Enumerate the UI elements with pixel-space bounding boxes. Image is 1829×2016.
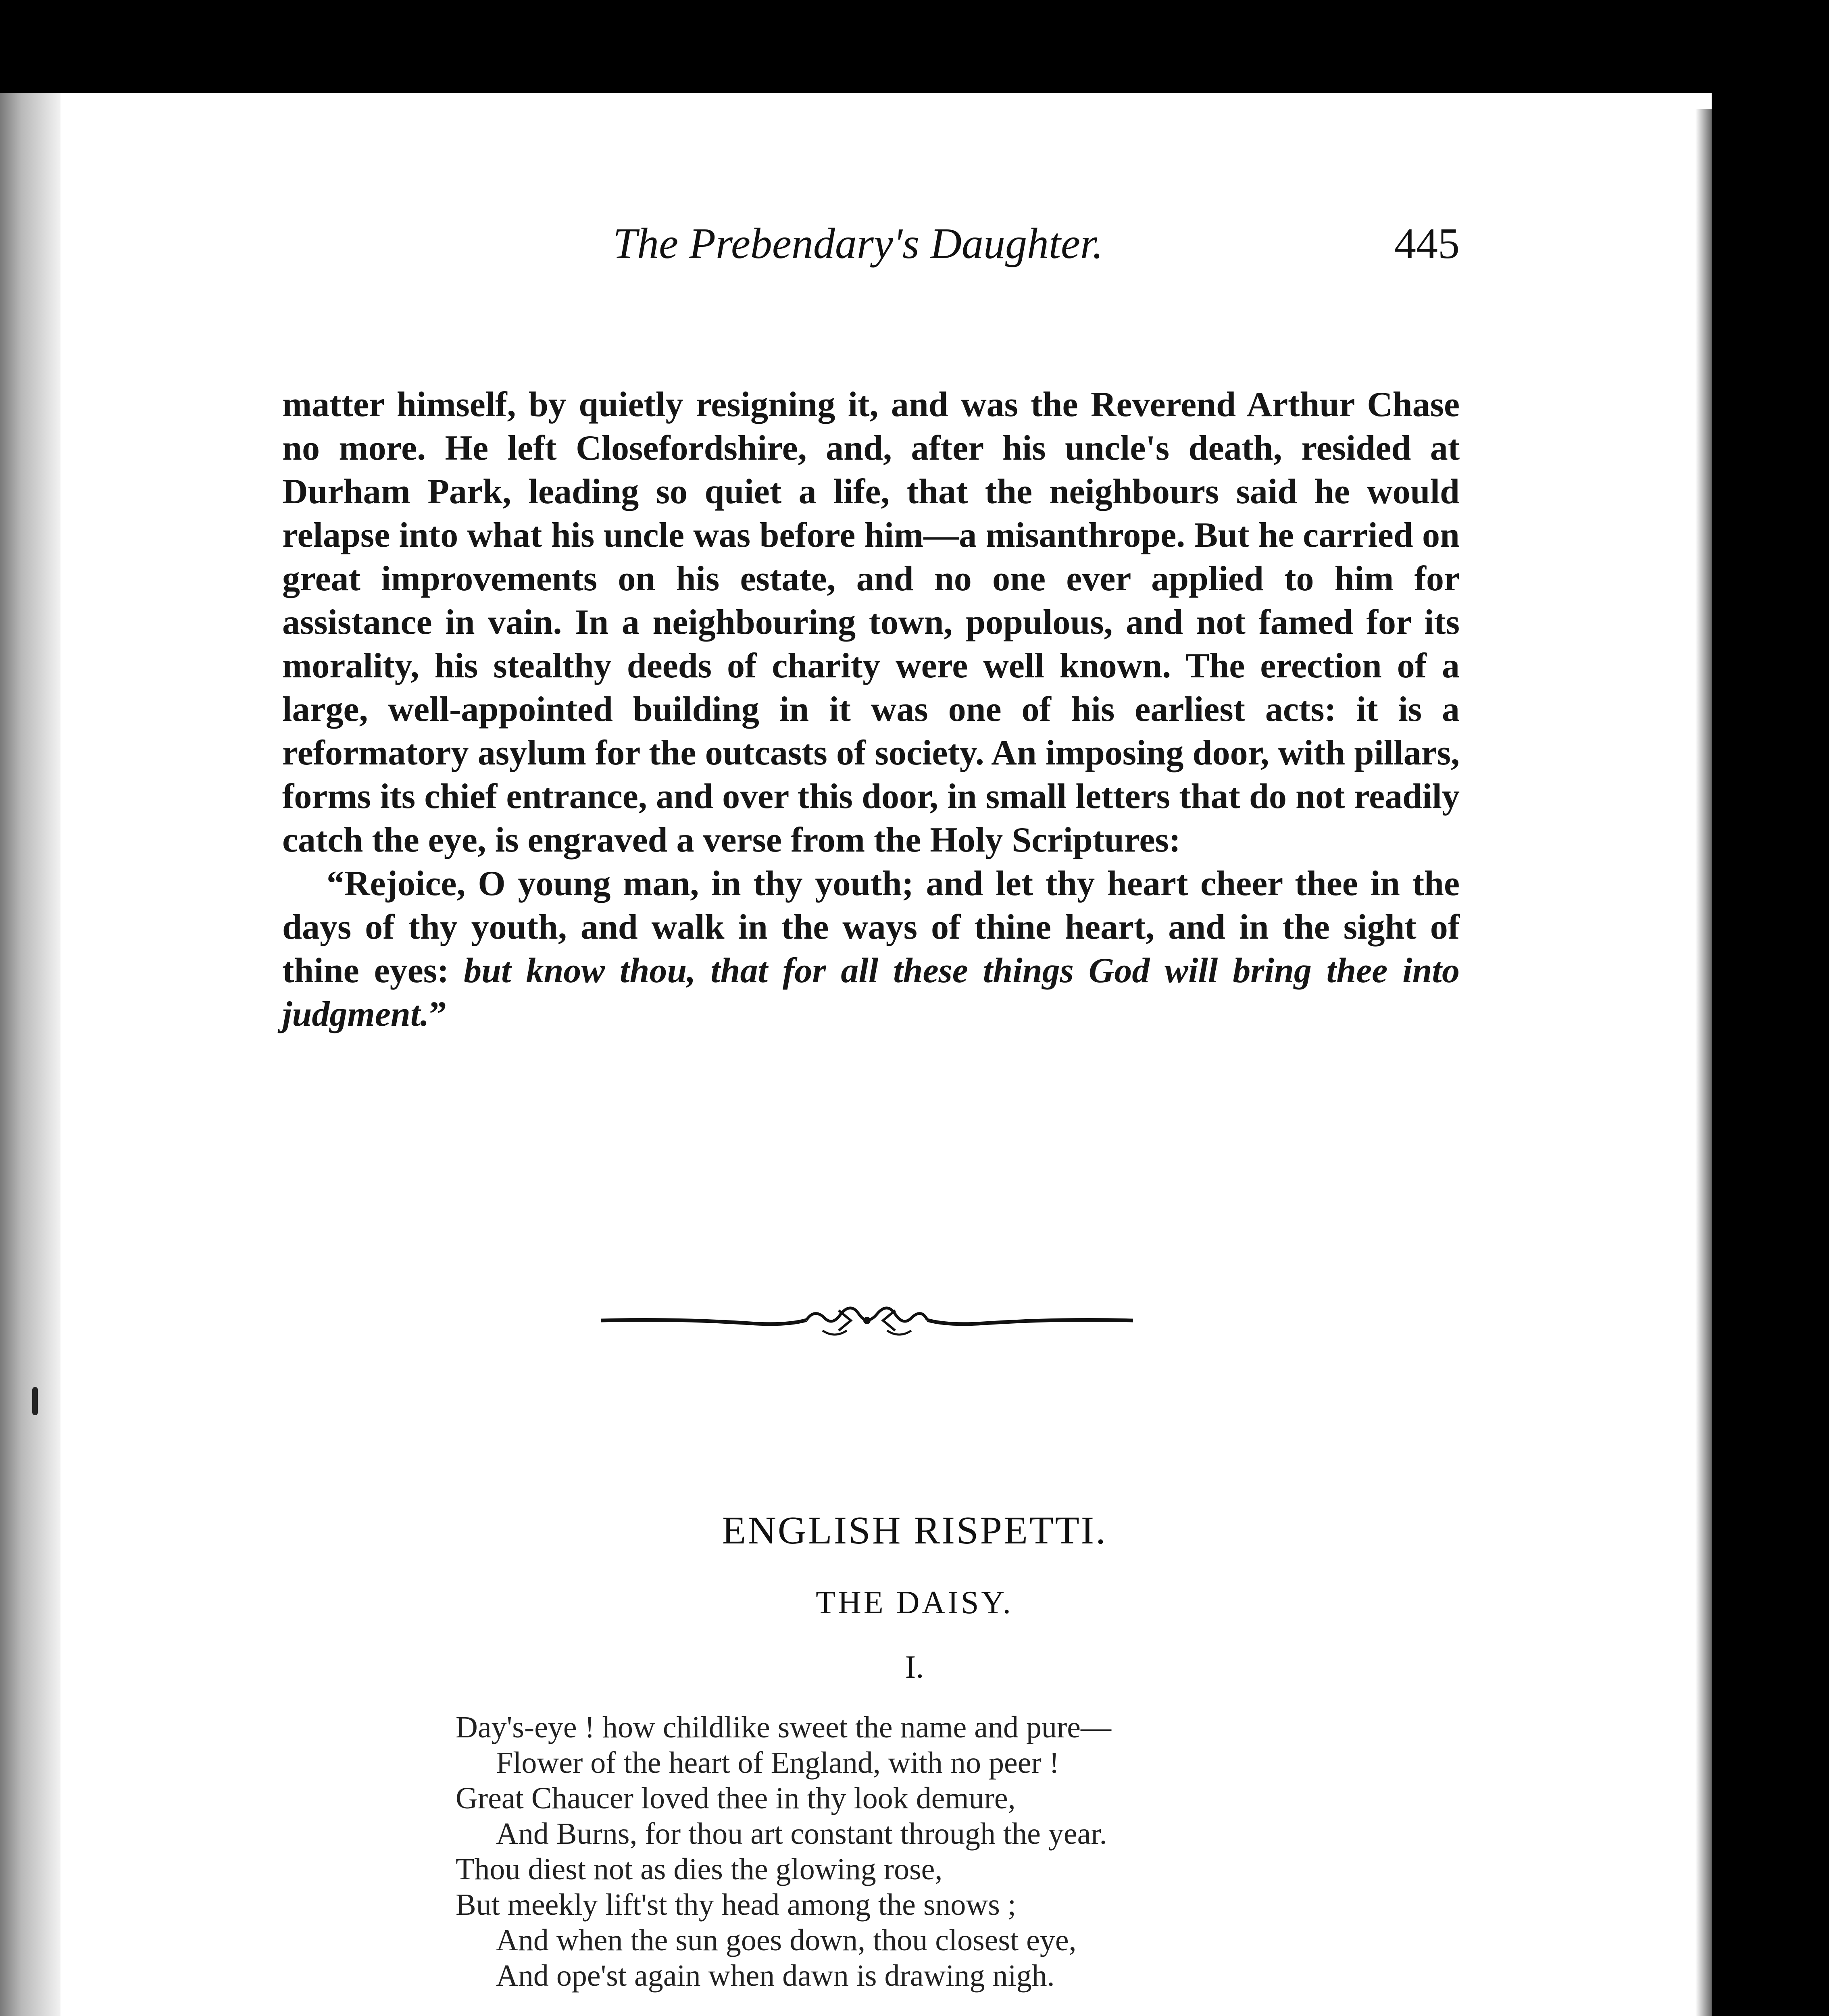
poem-line: Day's-eye ! how childlike sweet the name and pure—	[456, 1710, 1112, 1744]
stanza-numeral: I.	[905, 1649, 924, 1685]
running-header	[282, 214, 1460, 274]
running-title: The Prebendary's Daughter.	[613, 220, 1103, 268]
poem-line: And ope'st again when dawn is drawing nigh.	[496, 1959, 1055, 1993]
binding-mark	[32, 1387, 38, 1415]
poem-title: ENGLISH RISPETTI.	[722, 1509, 1107, 1552]
paragraph: matter himself, by quietly resigning it, and was the Reverend Arthur Chase no more. He left Closefordshire, and, after his uncle's death, resided at Durham Park, leading so quiet a life, that the neighbours said he would relapse into what his uncle was before him—a misanthrope. But he carried on great improvements on his estate, and no one ever applied to him for assistance in vain. In a neighbouring town, populous, and not famed for its morality, his stealthy deeds of charity were well known. The erection of a large, well-appointed building in it was one of his earliest acts: it is a reformatory asylum for the outcasts of society. An imposing door, with pillars, forms its chief entrance, and over this door, in small letters that do not readily catch the eye, is engraved a verse from the Holy Scriptures:	[282, 385, 1460, 860]
poem-line: Flower of the heart of England, with no peer !	[496, 1746, 1060, 1780]
quote-italic-text: but know thou, that for all these things God will bring thee into judgment.	[282, 951, 1460, 1034]
poem-line: Great Chaucer loved thee in thy look demure,	[456, 1781, 1016, 1815]
page-edge-shadow	[1696, 109, 1712, 2016]
poem-line: But meekly lift'st thy head among the snows ;	[456, 1888, 1016, 1922]
poem-subtitle: THE DAISY.	[816, 1585, 1013, 1620]
page-gutter-shadow	[0, 93, 60, 2016]
page-number: 445	[1394, 220, 1460, 268]
poem-line: And when the sun goes down, thou closest eye,	[496, 1923, 1077, 1957]
quote-close: ”	[429, 995, 447, 1034]
poem-line: And Burns, for thou art constant through the year.	[496, 1817, 1107, 1851]
quote-text: “Rejoice, O young man, in thy youth; and let thy heart cheer thee in the days of thy youth, and walk in the ways of thine heart, and in the sight of thine eyes:	[282, 864, 1460, 990]
poem-line: Thou diest not as dies the glowing rose,	[456, 1852, 943, 1886]
ornament-divider-icon	[597, 1302, 1137, 1339]
scripture-quote	[282, 862, 1460, 1036]
prose-body	[282, 383, 1460, 1036]
stanza	[456, 1710, 1383, 1993]
